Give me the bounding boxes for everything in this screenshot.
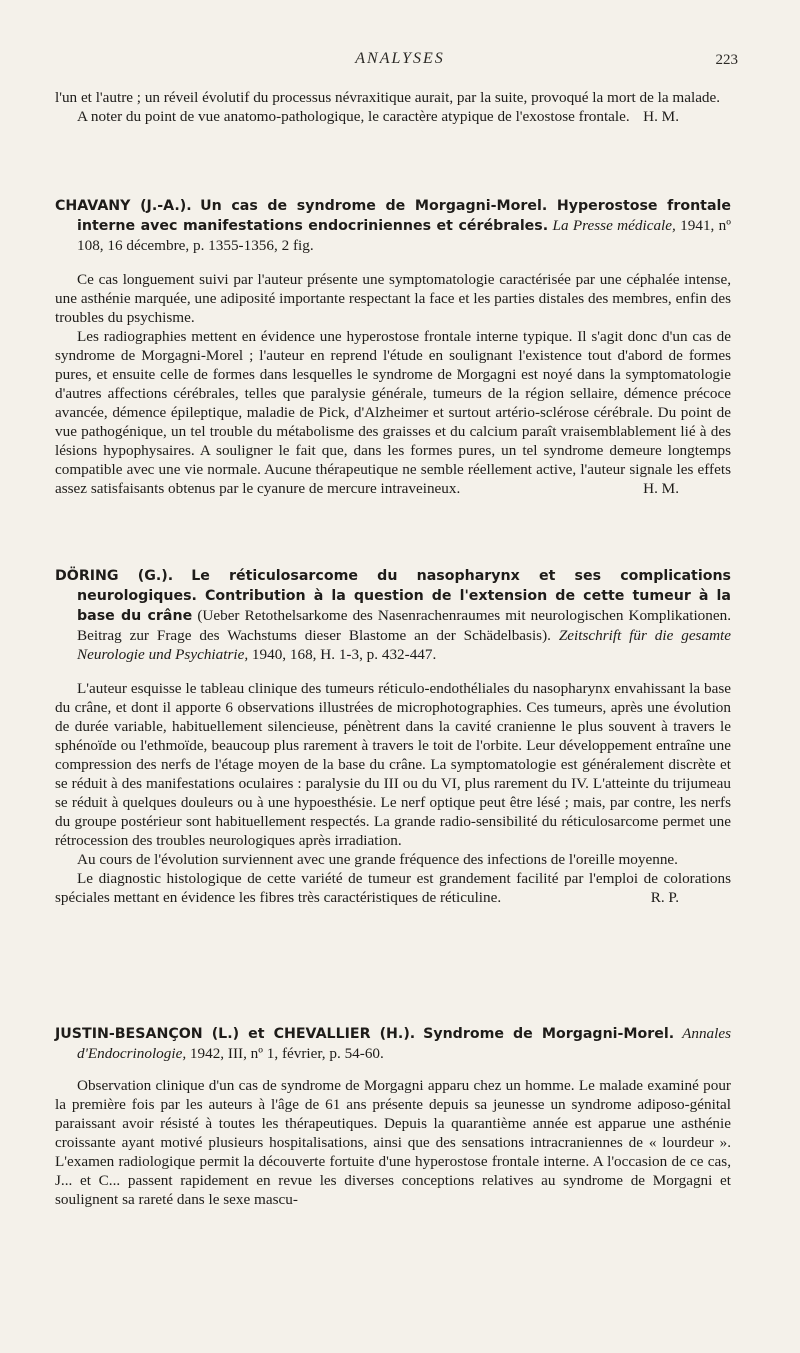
citation: 1940, 168, H. 1-3, p. 432-447. (251, 646, 437, 663)
page-header (0, 50, 800, 74)
paragraph: Observation clinique d'un cas de syndrome de Morgagni apparu chez un homme. Le malade examiné pour la première fois par les auteurs à l'âge de 61 ans présente depuis sa jeunesse un syndrome adiposo-génital paraissant avoir résisté à toutes les thérapeutiques. Depuis la quarantième année est apparue une asthénie croissante ayant motivé plusieurs hospitalisations, ainsi que des sensations intracraniennes de « lourdeur ». L'examen radiologique permit la découverte fortuite d'une hyperostose frontale interne. A l'occasion de ce cas, J... et C... passent rapidement en revue les diverses conceptions relatives au syndrome de Morgagni et soulignent sa rareté dans le sexe mascu- (55, 1077, 731, 1208)
article-title: Syndrome de Morgagni-Morel. (423, 1026, 675, 1042)
citation: 1941, nº 108, 16 décembre, p. 1355-1356, 2 fig. (77, 217, 731, 254)
article-title: Un cas de syndrome de Morgagni-Morel. Hyperostose frontale interne avec manifestations endocriniennes et cérébrales. (77, 198, 732, 234)
running-head: ANALYSES (355, 50, 445, 67)
journal-name: Annales d'Endocrinologie, (77, 1025, 732, 1062)
original-title: (Ueber Retothelsarkome des Nasenrachenraumes mit neurologischen Komplikationen. Beitrag zur Frage des Wachstums dieser Blastome an der Schädelbasis). (77, 607, 732, 644)
citation: 1942, III, nº 1, février, p. 54-60. (189, 1045, 384, 1062)
paragraph-text: Les radiographies mettent en évidence une hyperostose frontale interne typique. Il s'agit donc d'un cas de syndrome de Morgagni-Morel ; l'auteur en reprend l'étude en soulignant l'existence tout d'abord de formes pures, et ensuite celle de formes dans lesquelles le syndrome de Morgagni est noyé dans la symptomatologie d'autres affections cérébrales, telles que paralysie générale, tumeurs de la région sellaire, démence précoce avancée, démence épileptique, maladie de Pick, d'Alzheimer et surtout artério-sclérose cérébrale. Du point de vue pathogénique, un tel trouble du métabolisme des graisses et du calcium paraît vraisemblablement lié à des lésions hypophysaires. A souligner le fait que, dans les formes pures, un tel syndrome demeure longtemps compatible avec une vie normale. Aucune thérapeutique ne semble réellement active, l'auteur signale les effets assez satisfaisants obtenus par le cyanure de mercure intraveineux. (55, 328, 731, 497)
previous-abstract-end (55, 88, 731, 126)
authors: JUSTIN-BESANÇON (L.) et CHEVALLIER (H.). (55, 1026, 416, 1042)
paragraph: Ce cas longuement suivi par l'auteur présente une symptomatologie caractérisée par une céphalée intense, une asthénie marquée, une adiposité importante respectant la face et les parties distales des membres, enfin des troubles du psychisme. (55, 271, 731, 326)
reference-header (55, 566, 731, 664)
page-number: 223 (715, 52, 738, 68)
signature: H. M. (643, 108, 679, 125)
reference-header (55, 1024, 731, 1063)
abstract-entry-justin-besancon (55, 1024, 731, 1209)
abstract-entry-doring (55, 566, 731, 907)
paragraph (55, 107, 731, 126)
signature: R. P. (650, 889, 679, 906)
authors: CHAVANY (J.-A.). (55, 198, 192, 214)
journal-name: Zeitschrift für die gesamte Neurologie und Psychiatrie, (77, 627, 731, 663)
paragraph-text: Le diagnostic histologique de cette variété de tumeur est grandement facilité par l'emploi de colorations spéciales mettant en évidence les fibres très caractéristiques de réticuline. (55, 870, 731, 906)
journal-name: La Presse médicale, (552, 217, 676, 234)
paragraph: L'auteur esquisse le tableau clinique des tumeurs réticulo-endothéliales du nasopharynx envahissant la base du crâne, et dont il apporte 6 observations illustrées de microphotographies. Ces tumeurs, après une évolution de durée variable, habituellement silencieuse, pénètrent dans la cavité cranienne le plus souvent à travers le sphénoïde ou l'ethmoïde, beaucoup plus rarement à travers le toit de l'orbite. Leur développement entraîne une compression des nerfs de l'étage moyen de la base du crâne. La symptomatologie est généralement discrète et se réduit à des manifestations oculaires : paralysie du III ou du VI, plus rarement du IV. L'atteinte du trijumeau se réduit à quelques douleurs ou à une hypoesthésie. Le nerf optique peut être lésé ; mais, par contre, les nerfs du groupe postérieur sont habituellement respectés. La grande radio-sensibilité du réticulosarcome permet une rétrocession des troubles neurologiques après irradiation. (55, 680, 731, 849)
abstract-entry-chavany (55, 196, 731, 498)
paragraph-text: A noter du point de vue anatomo-pathologique, le caractère atypique de l'exostose frontale. (77, 108, 630, 125)
reference-header (55, 196, 731, 255)
paragraph (55, 327, 731, 498)
article-title: Le réticulosarcome du nasopharynx et ses complications neurologiques. Contribution à la question de l'extension de cette tumeur à la base du crâne (77, 568, 731, 624)
authors: DÖRING (G.). (55, 568, 174, 584)
signature: H. M. (643, 480, 679, 497)
paragraph (55, 869, 731, 907)
paragraph: Au cours de l'évolution surviennent avec une grande fréquence des infections de l'oreille moyenne. (77, 851, 678, 868)
paragraph: l'un et l'autre ; un réveil évolutif du processus névraxitique aurait, par la suite, provoqué la mort de la malade. (55, 89, 721, 106)
